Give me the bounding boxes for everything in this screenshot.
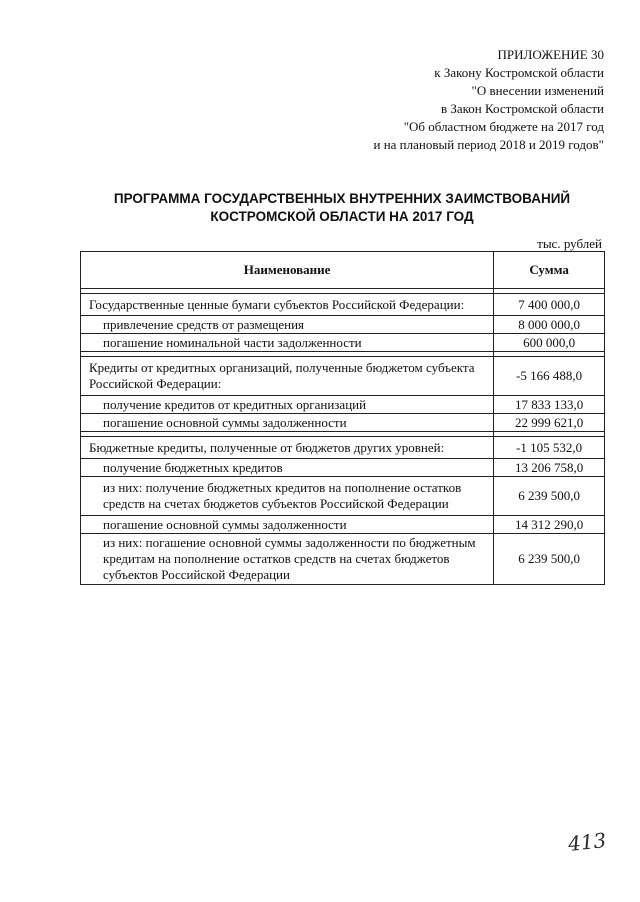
- table-row: [81, 459, 605, 477]
- table-row: [81, 534, 605, 585]
- row-sum: 8 000 000,0: [494, 316, 605, 334]
- table-row: [81, 414, 605, 432]
- row-sum: 600 000,0: [494, 334, 605, 352]
- row-sum: 22 999 621,0: [494, 414, 605, 432]
- row-sum: 14 312 290,0: [494, 516, 605, 534]
- table-row: [81, 357, 605, 396]
- annex-line: "Об областном бюджете на 2017 год: [403, 119, 604, 134]
- row-sum: -1 105 532,0: [494, 437, 605, 459]
- annex-line: "О внесении изменений: [471, 83, 604, 98]
- header-name: Наименование: [81, 252, 494, 289]
- row-name: Бюджетные кредиты, полученные от бюджетов других уровней:: [81, 437, 494, 459]
- table-row: [81, 334, 605, 352]
- table-row: [81, 396, 605, 414]
- table-header-row: [81, 252, 605, 289]
- annex-header: [373, 46, 604, 154]
- borrowing-table: [80, 251, 605, 585]
- row-sum: 6 239 500,0: [494, 534, 605, 585]
- row-name: получение бюджетных кредитов: [81, 459, 494, 477]
- row-sum: 13 206 758,0: [494, 459, 605, 477]
- title-line-1: ПРОГРАММА ГОСУДАРСТВЕННЫХ ВНУТРЕННИХ ЗАИМСТВОВАНИЙ: [113, 191, 571, 206]
- row-name: получение кредитов от кредитных организаций: [81, 396, 494, 414]
- page-number: 413: [566, 828, 608, 856]
- table-row: [81, 437, 605, 459]
- row-name: Государственные ценные бумаги субъектов Российской Федерации:: [81, 294, 494, 316]
- annex-line: и на плановый период 2018 и 2019 годов": [373, 137, 604, 152]
- row-sum: 17 833 133,0: [494, 396, 605, 414]
- row-name: погашение основной суммы задолженности: [81, 414, 494, 432]
- row-sum: 6 239 500,0: [494, 477, 605, 516]
- units-label: тыс. рублей: [537, 236, 602, 251]
- table-row: [81, 477, 605, 516]
- row-name: из них: получение бюджетных кредитов на пополнение остатков средств на счетах бюджетов субъектов Российской Федерации: [81, 477, 494, 516]
- header-sum: Сумма: [494, 252, 605, 289]
- row-sum: -5 166 488,0: [494, 357, 605, 396]
- annex-line: к Закону Костромской области: [434, 65, 604, 80]
- annex-line: ПРИЛОЖЕНИЕ 30: [497, 47, 604, 62]
- row-sum: 7 400 000,0: [494, 294, 605, 316]
- document-title: [80, 190, 604, 226]
- row-name: погашение основной суммы задолженности: [81, 516, 494, 534]
- row-name: из них: погашение основной суммы задолженности по бюджетным кредитам на пополнение остатков средств на счетах бюджетов субъектов Российской Федерации: [81, 534, 494, 585]
- table-row: [81, 316, 605, 334]
- table-row: [81, 294, 605, 316]
- table-row: [81, 516, 605, 534]
- row-name: погашение номинальной части задолженности: [81, 334, 494, 352]
- annex-line: в Закон Костромской области: [440, 101, 604, 116]
- row-name: Кредиты от кредитных организаций, полученные бюджетом субъекта Российской Федерации:: [81, 357, 494, 396]
- title-line-2: КОСТРОМСКОЙ ОБЛАСТИ НА 2017 ГОД: [210, 209, 474, 224]
- row-name: привлечение средств от размещения: [81, 316, 494, 334]
